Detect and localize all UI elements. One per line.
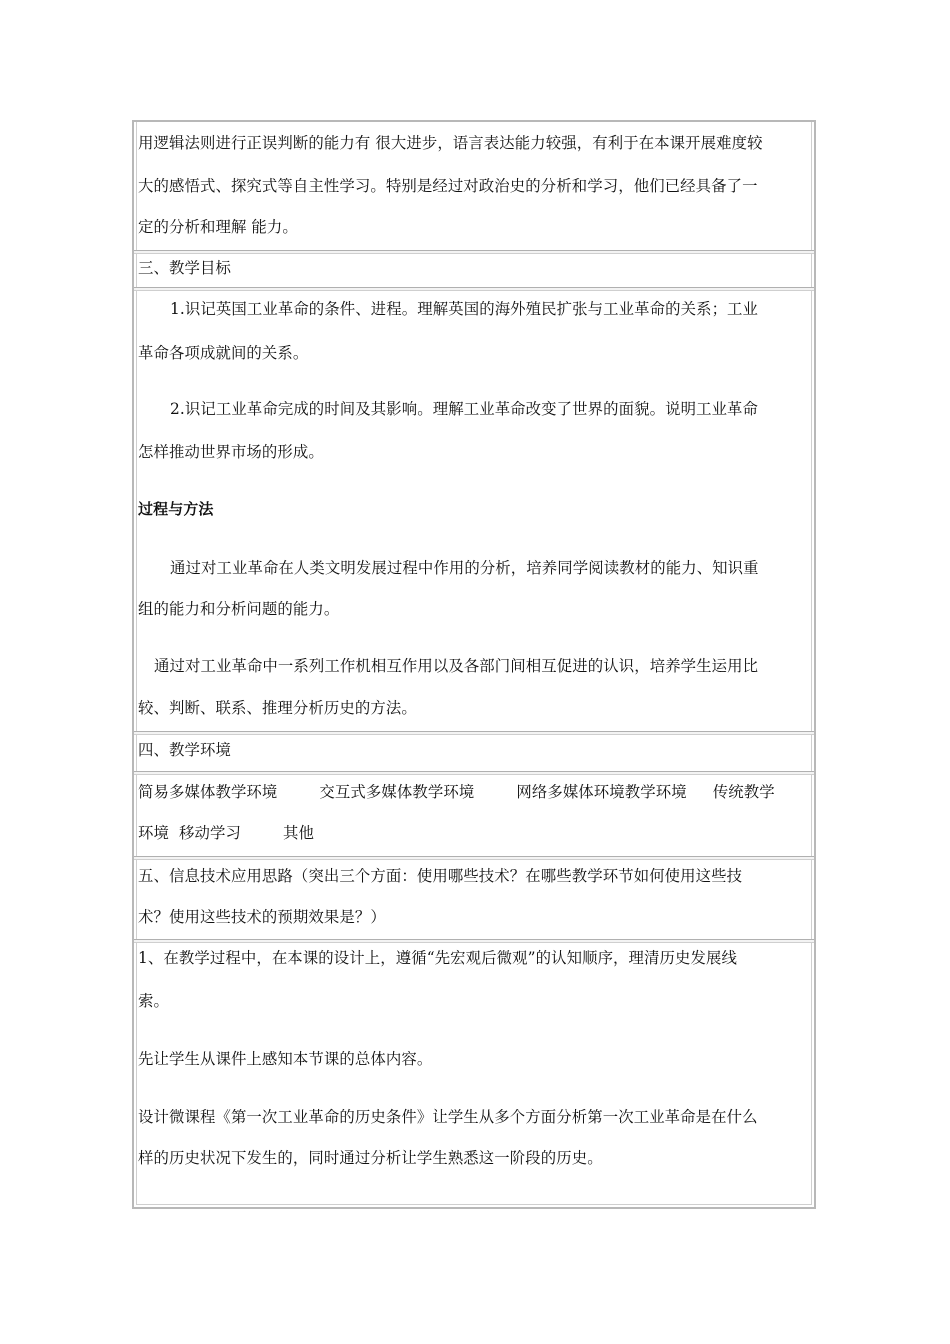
section5-heading-line-1: 五、信息技术应用思路（突出三个方面：使用哪些技术？在哪些教学环节如何使用这些技 (138, 867, 743, 885)
section3-heading: 三、教学目标 (138, 259, 231, 277)
section2-line-2: 大的感悟式、探究式等自主性学习。特别是经过对政治史的分析和学习，他们已经具备了一 (138, 177, 758, 195)
env-option-traditional-cont: 环境 (138, 824, 169, 842)
goal1-line-2: 革命各项成就间的关系。 (138, 344, 309, 362)
point1-line-2: 索。 (138, 992, 169, 1010)
point1-line-1: 1、在教学过程中，在本课的设计上，遵循“先宏观后微观”的认知顺序，理清历史发展线 (138, 949, 737, 967)
point3-line-2: 样的历史状况下发生的，同时通过分析让学生熟悉这一阶段的历史。 (138, 1149, 603, 1167)
process2-line-2: 较、判断、联系、推理分析历史的方法。 (138, 699, 417, 717)
section4-heading: 四、教学环境 (138, 741, 231, 759)
env-option-network-multimedia: 网络多媒体环境教学环境 (516, 783, 687, 801)
point2-text: 先让学生从课件上感知本节课的总体内容。 (138, 1050, 433, 1068)
env-options-line-1 (138, 772, 814, 813)
env-option-simple-multimedia: 简易多媒体教学环境 (138, 783, 278, 801)
goal2-line-1: 2.识记工业革命完成的时间及其影响。理解工业革命改变了世界的面貌。说明工业革命 (170, 400, 759, 418)
process2-line-1: 通过对工业革命中一系列工作机相互作用以及各部门间相互促进的认识，培养学生运用比 (154, 657, 759, 675)
goal2-line-2: 怎样推动世界市场的形成。 (138, 443, 324, 461)
section5-heading-line-2: 术？使用这些技术的预期效果是？） (138, 908, 386, 926)
process-method-heading: 过程与方法 (138, 500, 214, 518)
goal1-line-1: 1.识记英国工业革命的条件、进程。理解英国的海外殖民扩张与工业革命的关系；工业 (170, 300, 759, 318)
section2-line-3: 定的分析和理解 能力。 (138, 218, 298, 236)
section2-line-1: 用逻辑法则进行正误判断的能力有 很大进步，语言表达能力较强，有利于在本课开展难度较 (138, 134, 763, 152)
point3-line-1: 设计微课程《第一次工业革命的历史条件》让学生从多个方面分析第一次工业革命是在什么 (138, 1108, 758, 1126)
env-option-mobile-learning: 移动学习 (178, 824, 241, 842)
env-option-other: 其他 (282, 824, 314, 842)
process1-line-1: 通过对工业革命在人类文明发展过程中作用的分析，培养同学阅读教材的能力、知识重 (170, 559, 759, 577)
env-options-line-2 (138, 813, 814, 854)
process1-line-2: 组的能力和分析问题的能力。 (138, 600, 340, 618)
env-option-interactive-multimedia: 交互式多媒体教学环境 (319, 783, 475, 801)
lesson-plan-table (132, 120, 816, 1209)
env-option-traditional: 传统教学 (712, 783, 775, 801)
